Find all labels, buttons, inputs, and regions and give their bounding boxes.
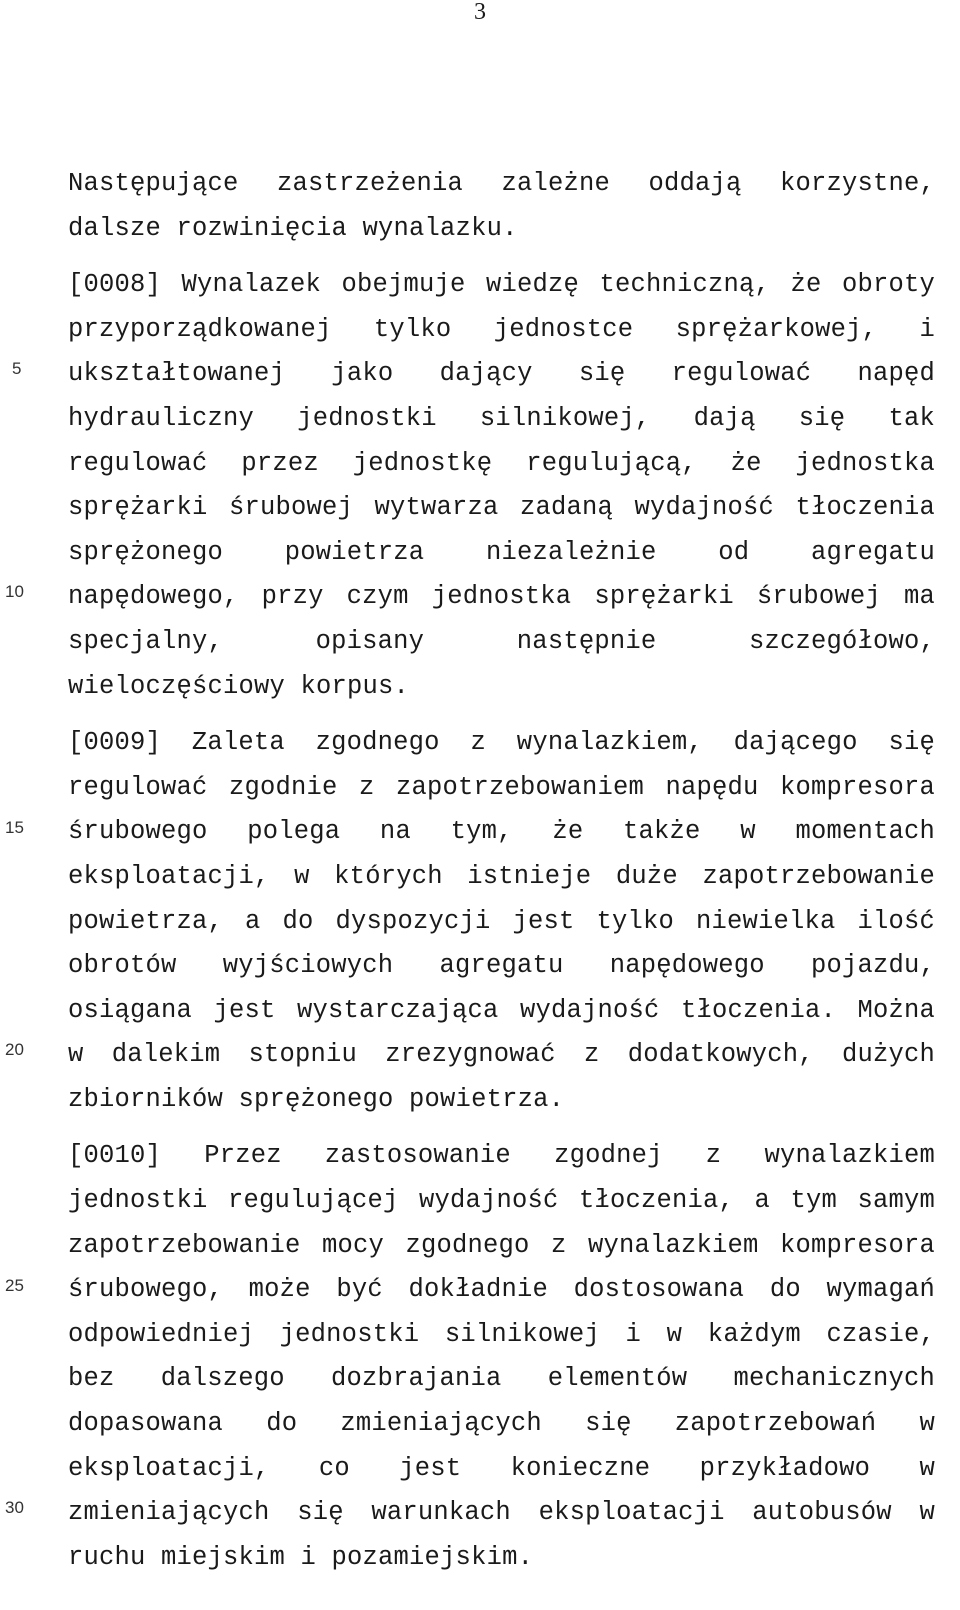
document-body <box>68 162 935 1592</box>
page-number: 3 <box>474 0 486 25</box>
paragraph-0008: [0008] Wynalazek obejmuje wiedzę techniczną, że obroty przyporządkowanej tylko jednostce sprężarkowej, i ukształtowanej jako dający się regulować napęd hydrauliczny jednostki silnikowej, dają się tak regulować przez jednostkę regulującą, że jednostka sprężarki śrubowej wytwarza zadaną wydajność tłoczenia sprężonego powietrza niezależnie od agregatu napędowego, przy czym jednostka sprężarki śrubowej ma specjalny, opisany następnie szczegółowo, wieloczęściowy korpus. <box>68 270 935 701</box>
line-number: 15 <box>5 818 24 837</box>
line-number: 10 <box>5 582 24 601</box>
paragraph-intro: Następujące zastrzeżenia zależne oddają korzystne, dalsze rozwinięcia wynalazku. <box>68 169 935 243</box>
paragraph-0009: [0009] Zaleta zgodnego z wynalazkiem, dającego się regulować zgodnie z zapotrzebowaniem napędu kompresora śrubowego polega na tym, że także w momentach eksploatacji, w których istnieje duże zapotrzebowanie powietrza, a do dyspozycji jest tylko niewielka ilość obrotów wyjściowych agregatu napędowego pojazdu, osiągana jest wystarczająca wydajność tłoczenia. Można w dalekim stopniu zrezygnować z dodatkowych, dużych zbiorników sprężonego powietrza. <box>68 728 935 1114</box>
paragraph-0010: [0010] Przez zastosowanie zgodnej z wynalazkiem jednostki regulującej wydajność tłoczenia, a tym samym zapotrzebowanie mocy zgodnego z wynalazkiem kompresora śrubowego, może być dokładnie dostosowana do wymagań odpowiedniej jednostki silnikowej i w każdym czasie, bez dalszego dozbrajania elementów mechanicznych dopasowana do zmieniających się zapotrzebowań w eksploatacji, co jest konieczne przykładowo w zmieniających się warunkach eksploatacji autobusów w ruchu miejskim i pozamiejskim. <box>68 1141 935 1572</box>
line-number: 5 <box>12 359 22 378</box>
line-number-margin <box>0 0 40 1610</box>
line-number: 20 <box>5 1040 24 1059</box>
line-number: 30 <box>5 1498 24 1517</box>
line-number: 25 <box>5 1276 24 1295</box>
